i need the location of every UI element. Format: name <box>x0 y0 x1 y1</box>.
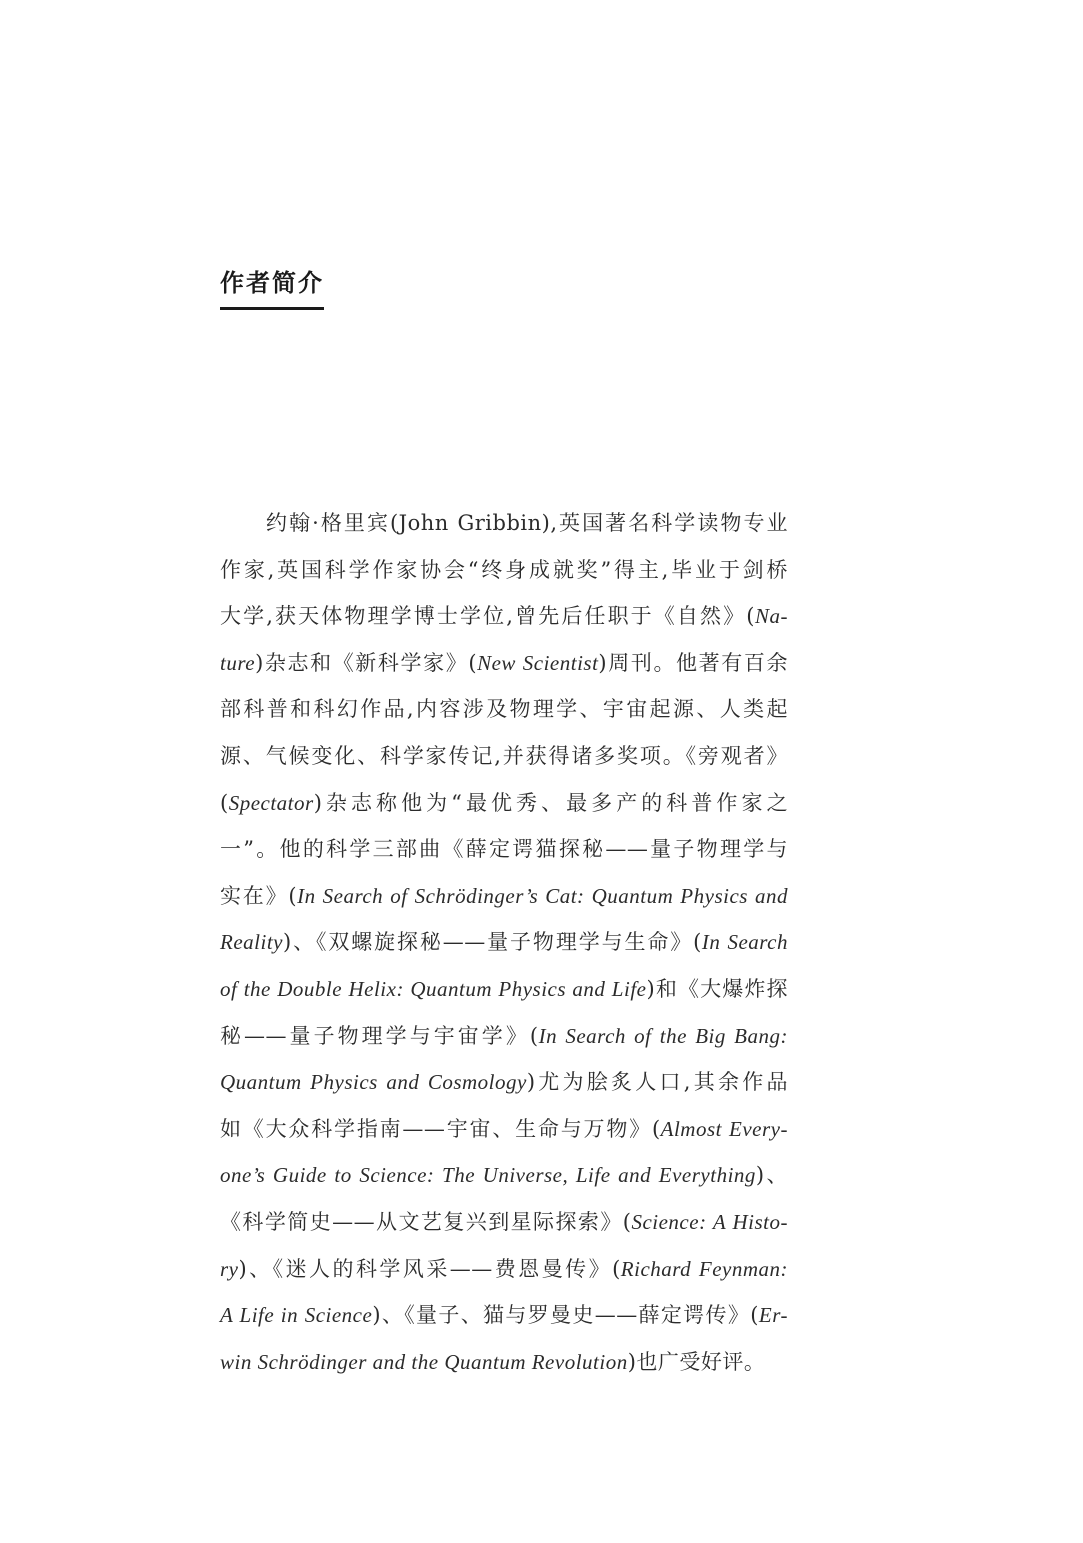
bio-line <box>220 1246 788 1293</box>
bio-text: 实在》( <box>220 883 298 908</box>
bio-italic-title: In Search of Schrödinger’s Cat: Quantum Physics and <box>297 883 788 908</box>
bio-text: 源、气候变化、科学家传记,并获得诸多奖项。《旁观者》 <box>220 743 788 768</box>
bio-line <box>220 640 788 687</box>
bio-line <box>220 1106 788 1153</box>
section-heading: 作者简介 <box>220 266 324 310</box>
bio-text: )也广受好评。 <box>627 1349 766 1374</box>
bio-line <box>220 500 788 547</box>
bio-italic-title: ture <box>220 650 256 675</box>
bio-text: )尤为脍炙人口,其余作品 <box>526 1070 788 1095</box>
bio-line <box>220 826 788 873</box>
bio-text: 《科学简史——从文艺复兴到星际探索》( <box>220 1209 632 1234</box>
bio-line <box>220 1339 788 1386</box>
bio-text: 大学,获天体物理学博士学位,曾先后任职于《自然》( <box>220 604 755 629</box>
bio-text: )杂志称他为“最优秀、最多产的科普作家之 <box>313 790 788 815</box>
bio-italic-title: Richard Feynman: <box>620 1256 788 1281</box>
bio-italic-title: New Scientist <box>477 650 599 675</box>
bio-text: )周刊。他著有百余 <box>598 650 788 675</box>
bio-text: )杂志和《新科学家》( <box>255 650 478 675</box>
author-bio <box>220 500 788 1385</box>
bio-italic-title: Na- <box>755 604 788 629</box>
bio-text: 约翰·格里宾(John Gribbin),英国著名科学读物专业 <box>266 511 788 535</box>
bio-text: 如《大众科学指南——宇宙、生命与万物》( <box>220 1116 661 1141</box>
bio-text: 一”。他的科学三部曲《薛定谔猫探秘——量子物理学与 <box>220 837 788 862</box>
bio-italic-title: Quantum Physics and Cosmology <box>220 1070 527 1095</box>
bio-line <box>220 780 788 827</box>
bio-text: )、《量子、猫与罗曼史——薛定谔传》( <box>372 1303 759 1328</box>
section-heading-wrap <box>220 266 324 310</box>
bio-text: ( <box>220 790 229 815</box>
bio-text: )、 <box>755 1163 788 1188</box>
bio-text: 作家,英国科学作家协会“终身成就奖”得主,毕业于剑桥 <box>220 557 788 582</box>
bio-line <box>220 593 788 640</box>
bio-text: 部科普和科幻作品,内容涉及物理学、宇宙起源、人类起 <box>220 697 788 722</box>
bio-line <box>220 966 788 1013</box>
bio-line <box>220 547 788 594</box>
bio-italic-title: one’s Guide to Science: The Universe, Life and Everything <box>220 1163 756 1188</box>
bio-italic-title: Spectator <box>228 790 314 815</box>
bio-italic-title: In Search <box>701 930 788 955</box>
bio-italic-title: win Schrödinger and the Quantum Revolution <box>220 1349 628 1374</box>
bio-line <box>220 686 788 733</box>
bio-line <box>220 1013 788 1060</box>
bio-line <box>220 919 788 966</box>
bio-italic-title: A Life in Science <box>220 1303 373 1328</box>
bio-italic-title: of the Double Helix: Quantum Physics and Life <box>220 976 647 1001</box>
bio-italic-title: ry <box>220 1256 239 1281</box>
bio-line <box>220 873 788 920</box>
bio-italic-title: Reality <box>220 930 283 955</box>
bio-line <box>220 1152 788 1199</box>
bio-text: )、《双螺旋探秘——量子物理学与生命》( <box>282 930 702 955</box>
bio-italic-title: In Search of the Big Bang: <box>538 1023 788 1048</box>
bio-italic-title: Science: A Histo- <box>631 1209 788 1234</box>
bio-line <box>220 1292 788 1339</box>
bio-text: )、《迷人的科学风采——费恩曼传》( <box>238 1256 621 1281</box>
bio-text: 秘——量子物理学与宇宙学》( <box>220 1023 539 1048</box>
bio-italic-title: Almost Every- <box>660 1116 788 1141</box>
bio-line <box>220 733 788 780</box>
bio-italic-title: Er- <box>758 1303 788 1328</box>
bio-text: )和《大爆炸探 <box>646 976 788 1001</box>
bio-line <box>220 1199 788 1246</box>
bio-line <box>220 1059 788 1106</box>
